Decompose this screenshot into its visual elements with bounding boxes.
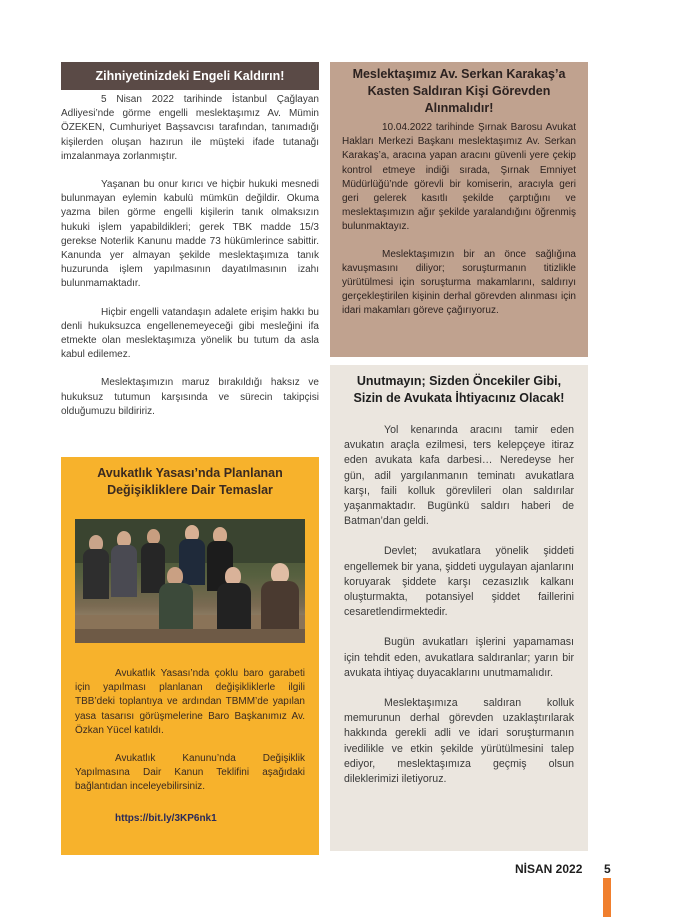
grey-box-paragraph: Devlet; avukatlara yönelik şiddeti engellemek bir yana, şiddeti uygulayan ajanlarını koruyarak şiddete karşı cezasızlık kalkanı oluşturmakta, potansiyel şiddet faillerini cesaretlendirmektedir. xyxy=(344,545,574,619)
left-article-paragraph: Hiçbir engelli vatandaşın adalete erişim hakkı bu denli hukuksuzca engellenemeyeceği gibi mesleğini ifa etmekte olan meslektaşımıza yönelik bu tutum da asla kabul edilemez. xyxy=(61,306,319,361)
brown-box-title: Meslektaşımız Av. Serkan Karakaş’a Kasten Saldıran Kişi Görevden Alınmalıdır! xyxy=(352,67,566,115)
left-article xyxy=(61,62,319,433)
grey-box-paragraph: Yol kenarında aracını tamir eden avukatın araçla ezilmesi, ters kelepçeye itiraz eden avukata kafa darbesi… Neredeyse her gün, adil yargılanmanın teminatı avukatlara karşı, faili kolluk görevlileri olan saldırılar yaşanmaktadır. Bugünkü saldırı haberi de Batman’dan geldi. xyxy=(344,424,574,528)
brown-box-paragraph: Meslektaşımızın bir an önce sağlığına kavuşmasını diliyor; soruşturmanın titizlikle yürütülmesi için soruşturma makamlarını, saldırıyı gerçekleştirilen kişinin derhal görevden alınması için idari makamları göreve çağırıyoruz. xyxy=(342,248,576,317)
left-article-paragraph: Meslektaşımızın maruz bırakıldığı haksız ve hukuksuz tutumun karşısında ve sürecin takipçisi olduğumuzu bildiririz. xyxy=(61,377,319,417)
grey-box-paragraph: Meslektaşımıza saldıran kolluk memurunun derhal görevden uzaklaştırılarak hakkında gerekli adli ve idari soruşturmanın ivedilikle ve etkin şekilde yürütülmesini talep ediyor, meslektaşımıza geçmiş olsun dileklerimizi iletiyoruz. xyxy=(344,697,574,786)
yellow-box-paragraph: Avukatlık Kanunu’nda Değişiklik Yapılmasına Dair Kanun Teklifini aşağıdaki bağlantıdan inceleyebilirsiniz. xyxy=(75,753,305,793)
left-article-paragraph: 5 Nisan 2022 tarihinde İstanbul Çağlayan Adliyesi’nde görme engelli meslektaşımız Av. Mümin ÖZEKEN, Cumhuriyet Başsavcısı tarafından, tanımadığı kişilerden oluşan hazırun ile müşteki ifade tutanağı imzalanmaya zorlanmıştır. xyxy=(61,94,319,162)
grey-news-box xyxy=(330,365,588,851)
grey-box-title: Unutmayın; Sizden Öncekiler Gibi, Sizin de Avukata İhtiyacınız Olacak! xyxy=(353,374,565,405)
group-photo xyxy=(75,519,305,643)
page-number: 5 xyxy=(604,862,611,876)
issue-date: NİSAN 2022 xyxy=(515,862,583,876)
left-article-title: Zihniyetinizdeki Engeli Kaldırın! xyxy=(61,62,319,90)
left-article-body xyxy=(61,90,319,419)
grey-box-paragraph: Bugün avukatları işlerini yapamaması için tehdit eden, avukatlara saldıranlar; yarın bir avukata ihtiyaç duyacaklarını unutmamalıdır. xyxy=(344,636,574,679)
accent-bar xyxy=(603,878,611,917)
yellow-news-box xyxy=(61,457,319,855)
left-article-paragraph: Yaşanan bu onur kırıcı ve hiçbir hukuki mesnedi bulunmayan eylemin kabulü mümkün değildir. Okuma yazma bilen görme engelli kişilerin tanık olmaksızın hukuki işlem yapabildikleri; gerek TBK madde 15/3 gerekse Noterlik Kanunu madde 73 hükümlerince sabittir. Kanunda yer almayan şekilde meslektaşımıza tanık huzurunda işlem yapılmasının dayatılmasının izahı bulunmamaktadır. xyxy=(61,179,319,290)
proposal-link[interactable]: https://bit.ly/3KP6nk1 xyxy=(115,812,217,824)
brown-box-paragraph: 10.04.2022 tarihinde Şırnak Barosu Avukat Hakları Merkezi Başkanı meslektaşımız Av. Serkan Karakaş’a, aracına yapan aracını güvenli yere çekip kontrol etmeye indiği sırada, Şırnak Emniyet Müdürlüğü’nde görevli bir komiserin, aracıyla geri geri gelerek kasıtlı şekilde çarptığını ve meslektaşımızın ağır şekilde yaralandığını öğrenmiş bulunmaktayız. xyxy=(342,122,576,233)
right-column xyxy=(330,62,588,851)
yellow-box-paragraph: Avukatlık Yasası’nda çoklu baro garabeti için yapılması planlanan değişikliklerle ilgili TBB’deki toplantıya ve ardından TBMM’de yapılan yasa tasarısı görüşmelerine Baro Başkanımız Av. Özkan Yücel katıldı. xyxy=(75,668,305,736)
brown-news-box xyxy=(330,62,588,357)
yellow-box-title: Avukatlık Yasası’nda Planlanan Değişikliklere Dair Temaslar xyxy=(97,466,283,497)
